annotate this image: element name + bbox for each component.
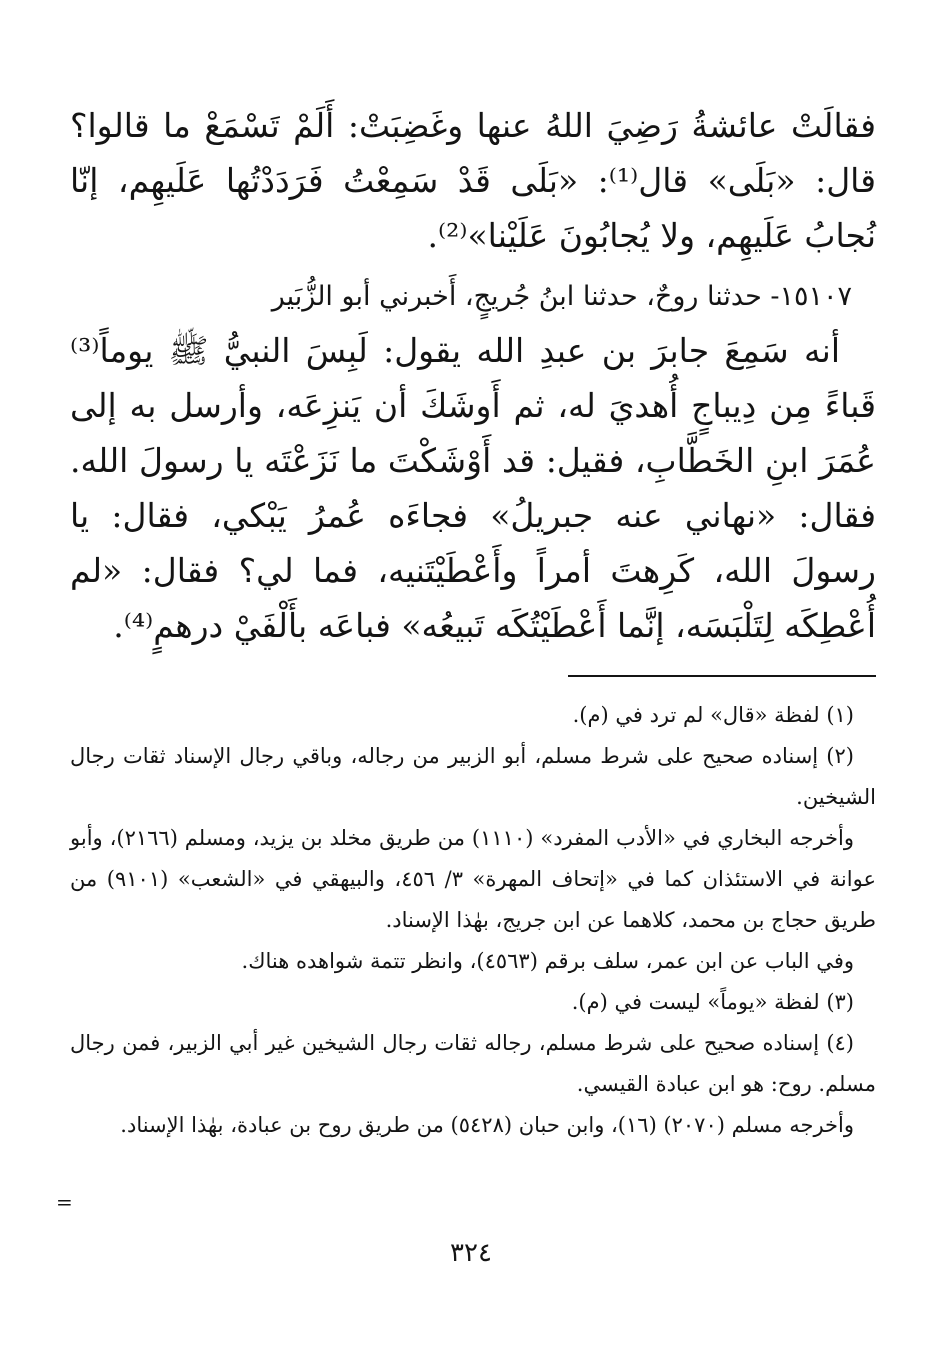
- footnote-2-continued-2: وفي الباب عن ابن عمر، سلف برقم (٤٥٦٣)، وانظر تتمة شواهده هناك.: [241, 949, 854, 973]
- paragraph-1: فقالَتْ عائشةُ رَضِيَ اللهُ عنها وغَضِبَتْ: أَلَمْ تَسْمَعْ ما قالوا؟ قال: «بَلَى» قال⁽¹⁾: «بَلَى قَدْ سَمِعْتُ فَرَدَدْتُها عَلَيهِم، إنّا نُجابُ عَلَيهِم، ولا يُجابُونَ عَلَيْنا»⁽²⁾.: [70, 106, 877, 255]
- paragraph-2: أنه سَمِعَ جابرَ بن عبدِ الله يقول: لَبِسَ النبيُّ ﷺ يوماً⁽³⁾ قَباءً مِن دِيباجٍ أُهديَ له، ثم أَوشَكَ أن يَنزِعَه، وأرسل به إلى عُمَرَ ابنِ الخَطَّابِ، فقيل: قد أَوْشَكْتَ ما نَزَعْتَه يا رسولَ الله. فقال: «نهاني عنه جبريلُ» فجاءَه عُمرُ يَبْكي، فقال: يا رسولَ الله، كَرِهتَ أمراً وأَعْطَيْتَنيه، فما لي؟ فقال: «لم أُعْطِكَه لِتَلْبَسَه، إنَّما أَعْطَيْتُكَه تَبيعُه» فباعَه بأَلْفَيْ درهمٍ⁽⁴⁾.: [70, 331, 876, 645]
- footnote-divider: [568, 675, 876, 677]
- main-text: [70, 98, 876, 653]
- footnote-4: (٤) إسناده صحيح على شرط مسلم، رجاله ثقات رجال الشيخين غير أبي الزبير، فمن رجال مسلم. روح: هو ابن عبادة القيسي.: [70, 1031, 876, 1096]
- hadith-number-line: ١٥١٠٧- حدثنا روحٌ، حدثنا ابنُ جُريجٍ، أَخبرني أبو الزُّبَير: [271, 281, 852, 312]
- footnote-3: (٣) لفظة «يوماً» ليست في (م).: [571, 990, 854, 1014]
- page-content: [70, 98, 876, 1146]
- footnotes: [70, 695, 876, 1146]
- page-number: ٣٢٤: [450, 1238, 492, 1268]
- footnote-2: (٢) إسناده صحيح على شرط مسلم، أبو الزبير من رجاله، وباقي رجال الإسناد ثقات رجال الشيخين.: [70, 744, 876, 809]
- footnote-4-continued: وأخرجه مسلم (٢٠٧٠) (١٦)، وابن حبان (٥٤٢٨) من طريق روح بن عبادة، بهٰذا الإسناد.: [120, 1113, 854, 1137]
- footnote-2-continued: وأخرجه البخاري في «الأدب المفرد» (١١١٠) من طريق مخلد بن يزيد، ومسلم (٢١٦٦)، وأبو عوانة في الاستئذان كما في «إتحاف المهرة» ٣/ ٤٥٦، والبيهقي في «الشعب» (٩١٠١) من طريق حجاج بن محمد، كلاهما عن ابن جريج، بهٰذا الإسناد.: [70, 826, 876, 932]
- continuation-mark: =: [56, 1190, 73, 1214]
- footnote-1: (١) لفظة «قال» لم ترد في (م).: [572, 703, 854, 727]
